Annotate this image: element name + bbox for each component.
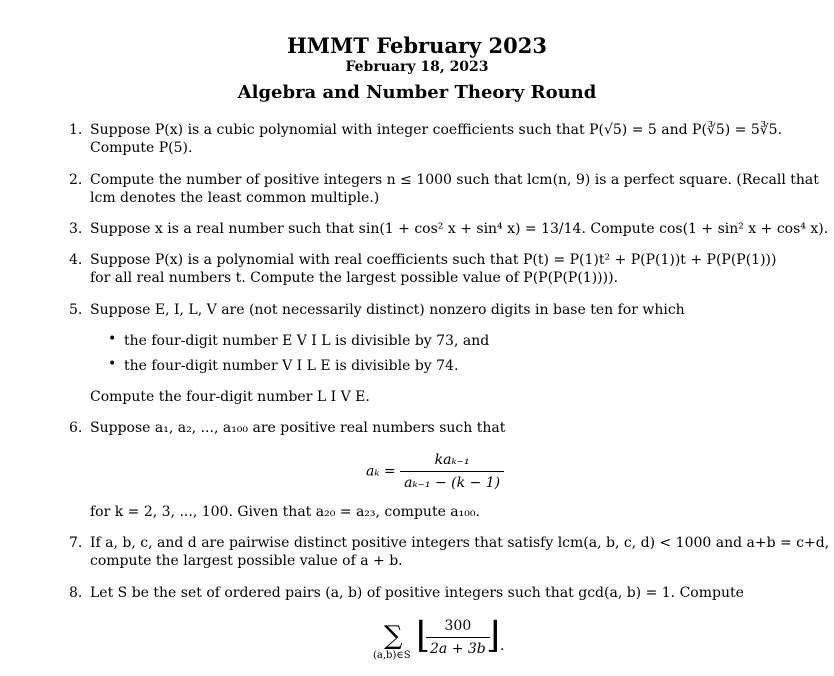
fraction-numerator: 300	[426, 617, 490, 638]
problem-4-line-2: for all real numbers t. Compute the largest possible value of P(P(P(P(1)))).	[90, 270, 619, 286]
problem-5-line-1: Suppose E, I, L, V are (not necessarily distinct) nonzero digits in base ten for which	[90, 302, 685, 318]
problem-7-line-1: If a, b, c, and d are pairwise distinct positive integers that satisfy lcm(a, b, c, d) < 1000 and a+b = c+d,	[90, 535, 830, 551]
problem-1-number: 1.	[69, 122, 83, 138]
problem-4-number: 4.	[69, 252, 83, 268]
problem-7-line-2: compute the largest possible value of a + b.	[90, 553, 403, 569]
problem-5-line-2: Compute the four-digit number L I V E.	[90, 389, 370, 405]
period-mark: .	[500, 638, 505, 654]
right-floor-icon: ⌋	[486, 615, 501, 656]
problem-5-bullet-1: the four-digit number E V I L is divisible by 73, and	[124, 333, 490, 349]
problem-5-bullet-2: the four-digit number V I L E is divisible by 74.	[124, 358, 459, 374]
problem-2-line-1: Compute the number of positive integers n ≤ 1000 such that lcm(n, 9) is a perfect square. (Recall that	[90, 172, 819, 188]
problem-5-number: 5.	[69, 302, 83, 318]
problem-1-line-1: Suppose P(x) is a cubic polynomial with integer coefficients such that P(√5) = 5 and P(∛5) = 5∛5.	[90, 122, 783, 138]
problem-6-line-1: Suppose a₁, a₂, ..., a₁₀₀ are positive real numbers such that	[90, 420, 506, 436]
equation-numerator: kaₖ₋₁	[400, 451, 504, 472]
problem-6-line-2: for k = 2, 3, ..., 100. Given that a₂₀ = a₂₃, compute a₁₀₀.	[90, 504, 480, 520]
problem-3-line-1: Suppose x is a real number such that sin(1 + cos² x + sin⁴ x) = 13/14. Compute cos(1 + sin² x + cos⁴ x).	[90, 221, 829, 237]
sum-fraction	[426, 617, 490, 658]
problem-6-equation	[366, 451, 504, 492]
bullet-1-icon: •	[108, 331, 117, 347]
round-title: Algebra and Number Theory Round	[237, 82, 597, 103]
problem-3-number: 3.	[69, 221, 83, 237]
problem-1-line-2: Compute P(5).	[90, 140, 193, 156]
contest-title: HMMT February 2023	[286, 33, 548, 58]
summation-icon: ∑	[384, 621, 403, 651]
left-floor-icon: ⌊	[416, 615, 431, 656]
problem-8-line-1: Let S be the set of ordered pairs (a, b) of positive integers such that gcd(a, b) = 1. Compute	[90, 585, 744, 601]
problem-6-number: 6.	[69, 420, 83, 436]
problem-2-number: 2.	[69, 172, 83, 188]
equation-lhs: aₖ =	[366, 463, 396, 480]
problem-2-line-2: lcm denotes the least common multiple.)	[90, 190, 380, 206]
equation-denominator: aₖ₋₁ − (k − 1)	[404, 475, 501, 491]
equation-fraction	[400, 451, 504, 492]
problem-8-number: 8.	[69, 585, 83, 601]
fraction-denominator: 2a + 3b	[430, 641, 486, 657]
bullet-2-icon: •	[108, 356, 117, 372]
contest-date: February 18, 2023	[345, 59, 489, 75]
summation-subscript: (a,b)∈S	[373, 650, 411, 661]
problem-4-line-1: Suppose P(x) is a polynomial with real coefficients such that P(t) = P(1)t² + P(P(1))t + P(P(P(1)))	[90, 252, 777, 268]
problem-7-number: 7.	[69, 535, 83, 551]
